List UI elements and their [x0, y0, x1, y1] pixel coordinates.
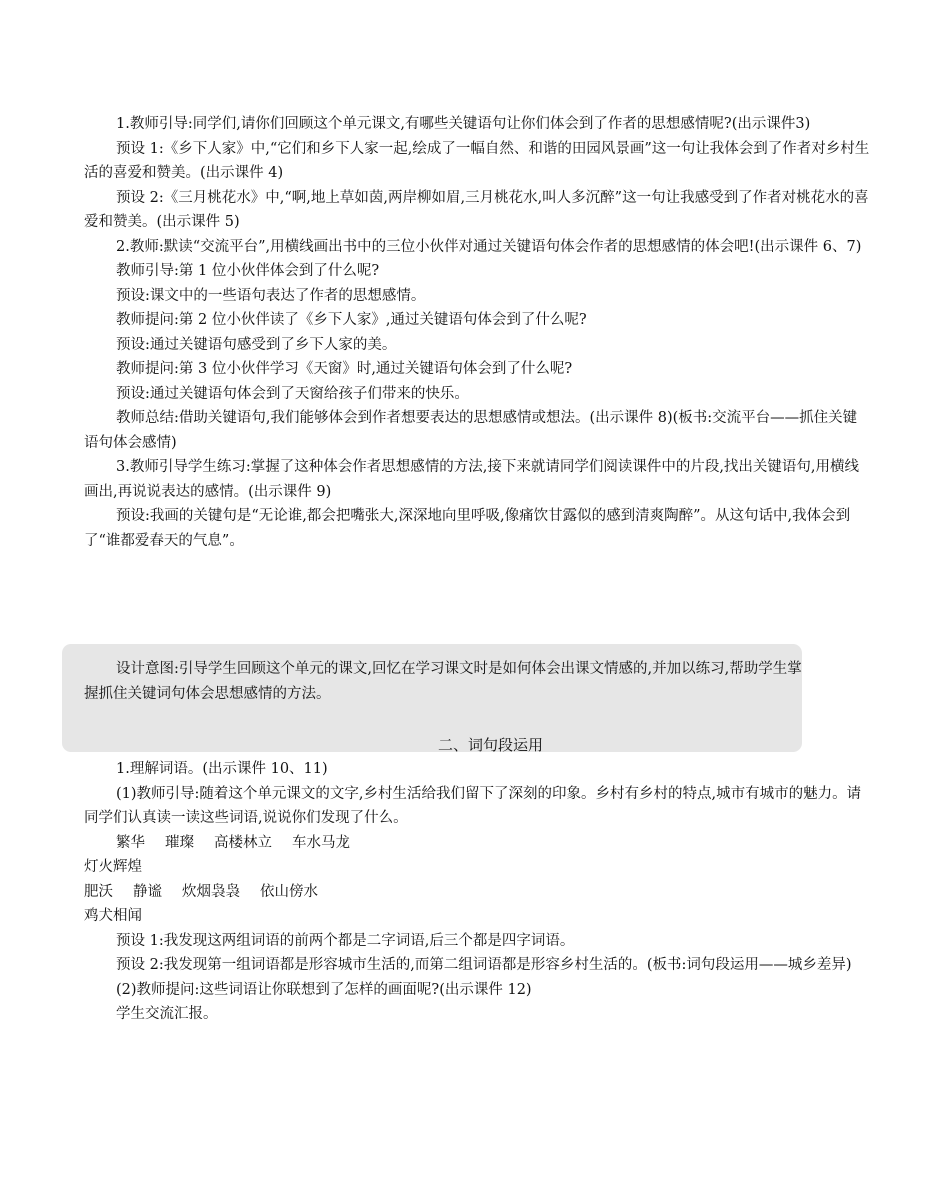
word-group-city	[84, 831, 870, 856]
word: 高楼林立	[214, 834, 272, 851]
paragraph: (2)教师提问:这些词语让你联想到了怎样的画面呢?(出示课件 12)	[116, 981, 532, 998]
paragraph: 预设:通过关键语句感受到了乡下人家的美。	[116, 336, 397, 353]
word: 繁华	[116, 834, 145, 851]
design-intent-text: 设计意图:引导学生回顾这个单元的课文,回忆在学习课文时是如何体会出课文情感的,并加以练习,帮助学生掌握抓住关键词句体会思想感情的方法。	[84, 661, 802, 702]
word: 炊烟袅袅	[182, 883, 240, 900]
word: 璀璨	[165, 834, 194, 851]
lesson-section-1	[84, 112, 870, 553]
word: 依山傍水	[260, 883, 318, 900]
paragraph: 教师引导:第 1 位小伙伴体会到了什么呢?	[116, 263, 380, 279]
paragraph: 学生交流汇报。	[116, 1006, 218, 1022]
word-group-country	[84, 880, 870, 905]
paragraph: 教师总结:借助关键语句,我们能够体会到作者想要表达的思想感情或想法。(出示课件 8)(板书:交流平台——抓住关键语句体会感情)	[84, 410, 858, 451]
paragraph: (1)教师引导:随着这个单元课文的文字,乡村生活给我们留下了深刻的印象。乡村有乡村的特点,城市有城市的魅力。请同学们认真读一读这些词语,说说你们发现了什么。	[84, 785, 862, 826]
word: 肥沃	[84, 883, 113, 900]
paragraph: 预设:我画的关键句是“无论谁,都会把嘴张大,深深地向里呼吸,像痛饮甘露似的感到清爽陶醉”。从这句话中,我体会到了“谁都爱春天的气息”。	[84, 508, 851, 549]
paragraph: 教师提问:第 2 位小伙伴读了《乡下人家》,通过关键语句体会到了什么呢?	[116, 312, 587, 328]
paragraph: 1.教师引导:同学们,请你们回顾这个单元课文,有哪些关键语句让你们体会到了作者的思想感情呢?(出示课件3)	[116, 116, 811, 132]
paragraph: 1.理解词语。(出示课件 10、11)	[116, 761, 328, 777]
paragraph: 预设 2:《三月桃花水》中,“啊,地上草如茵,两岸柳如眉,三月桃花水,叫人多沉醉”这一句让我感受到了作者对桃花水的喜爱和赞美。(出示课件 5)	[84, 189, 869, 230]
word: 车水马龙	[292, 834, 350, 851]
word: 灯火辉煌	[84, 859, 142, 875]
paragraph: 2.教师:默读“交流平台”,用横线画出书中的三位小伙伴对通过关键语句体会作者的思想感情的体会吧!(出示课件 6、7)	[116, 238, 862, 255]
paragraph: 预设:课文中的一些语句表达了作者的思想感情。	[116, 287, 426, 304]
word: 静谧	[133, 883, 162, 900]
lesson-section-2	[84, 757, 870, 1027]
paragraph: 预设:通过关键语句体会到了天窗给孩子们带来的快乐。	[116, 385, 469, 402]
word: 鸡犬相闻	[84, 908, 142, 924]
paragraph: 3.教师引导学生练习:掌握了这种体会作者思想感情的方法,接下来就请同学们阅读课件中的片段,找出关键语句,用横线画出,再说说表达的感情。(出示课件 9)	[84, 459, 860, 500]
paragraph: 教师提问:第 3 位小伙伴学习《天窗》时,通过关键语句体会到了什么呢?	[116, 361, 573, 377]
paragraph: 预设 2:我发现第一组词语都是形容城市生活的,而第二组词语都是形容乡村生活的。(板书:词句段运用——城乡差异)	[116, 957, 852, 973]
section-heading: 二、词句段运用	[437, 736, 543, 754]
paragraph: 预设 1:《乡下人家》中,“它们和乡下人家一起,绘成了一幅自然、和谐的田园风景画”这一句让我体会到了作者对乡村生活的喜爱和赞美。(出示课件 4)	[84, 140, 870, 181]
paragraph: 预设 1:我发现这两组词语的前两个都是二字词语,后三个都是四字词语。	[116, 932, 575, 949]
